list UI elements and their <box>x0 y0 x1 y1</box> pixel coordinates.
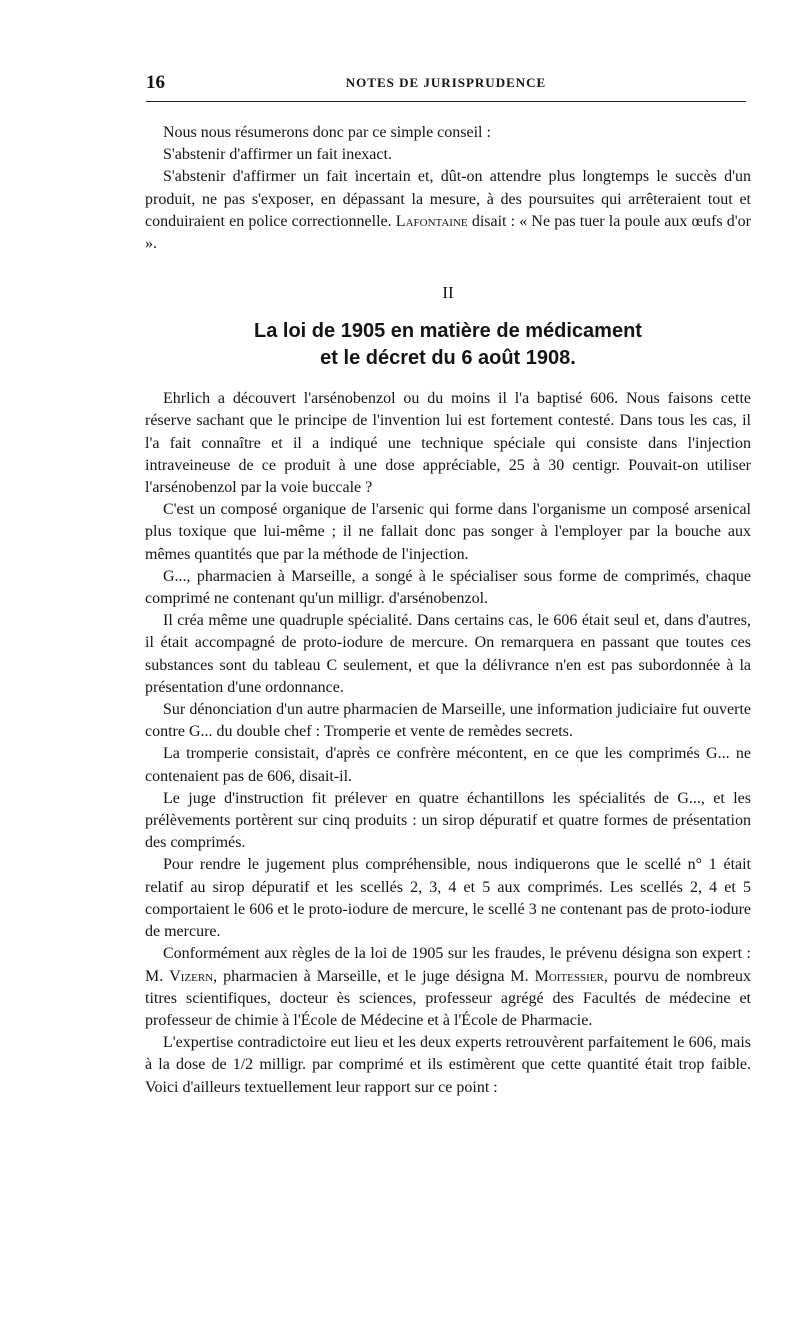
paragraph: L'expertise contradictoire eut lieu et les deux experts retrouvèrent parfaitement le 606, mais à la dose de 1/2 milligr. par comprimé et ils estimèrent que cette quantité était trop faible. Voici d'ailleurs textuellement leur rapport sur ce point : <box>145 1034 751 1096</box>
paragraph: Sur dénonciation d'un autre pharmacien de Marseille, une information judiciaire fut ouverte contre G... du double chef : Tromperie et vente de remèdes secrets. <box>145 701 751 741</box>
paragraph-text: , pourvu de nombreux titres scientifiques, docteur ès sciences, professeur agrégé des Facultés de médecine et professeur de chimie à l'École de Médecine et à l'École de Pharmacie. <box>145 967 751 1029</box>
expert-name: Moitessier <box>534 967 604 985</box>
paragraph: Pour rendre le jugement plus compréhensible, nous indiquerons que le scellé n° 1 était relatif au sirop dépuratif et les scellés 2, 3, 4 et 5 aux comprimés. Les scellés 2, 4 et 5 comportaient le 606 et le proto-iodure de mercure, le scellé 3 ne contenant pas de proto-iodure de mercure. <box>145 856 751 941</box>
paragraph-text: , pharmacien à Marseille, et le juge désigna M. <box>213 967 529 985</box>
running-title: NOTES DE JURISPRUDENCE <box>345 75 547 90</box>
paragraph: Ehrlich a découvert l'arsénobenzol ou du moins il l'a baptisé 606. Nous faisons cette réserve sachant que le principe de l'invention lui est fortement contesté. Dans tous les cas, il l'a fait connaître et il a indiqué une technique spéciale qui consiste dans l'injection intraveineuse de ce produit à une dose appréciable, 25 à 30 centigr. Pouvait-on utiliser l'arsénobenzol par la voie buccale ? <box>145 390 751 497</box>
header-rule <box>146 101 746 102</box>
paragraph <box>145 166 751 255</box>
expert-name: Vizern <box>169 967 214 985</box>
section-title-line: La loi de 1905 en matière de médicament <box>254 320 642 343</box>
author-name: Lafontaine <box>395 212 468 230</box>
section-title <box>145 318 751 372</box>
page-body <box>145 122 751 1099</box>
paragraph: S'abstenir d'affirmer un fait inexact. <box>163 146 392 164</box>
paragraph-text: S'abstenir d'affirmer un fait incertain et, dût-on attendre plus longtemps le succès d'un produit, ne pas s'exposer, en dépassant la mesure, à des poursuites qui arrêteraient tout et conduiraient en police correctionnelle. <box>145 168 751 230</box>
page-number: 16 <box>146 72 165 93</box>
paragraph: La tromperie consistait, d'après ce confrère mécontent, en ce que les comprimés G... ne contenaient pas de 606, disait-il. <box>145 745 751 785</box>
paragraph: G..., pharmacien à Marseille, a songé à le spécialiser sous forme de comprimés, chaque comprimé ne contenant qu'un milligr. d'arsénobenzol. <box>145 567 751 608</box>
section-title-line: et le décret du 6 août 1908. <box>320 347 576 370</box>
page-header <box>146 72 746 94</box>
quote-text: disait : « Ne pas tuer la poule aux œufs d'or ». <box>145 212 752 253</box>
paragraph: Le juge d'instruction fit prélever en quatre échantillons les spécialités de G..., et les prélèvements portèrent sur cinq produits : un sirop dépuratif et quatre formes de présentation des comprimés. <box>145 789 751 852</box>
paragraph-text: Conformément aux règles de la loi de 1905 sur les fraudes, le prévenu désigna son expert : M. <box>145 945 751 985</box>
paragraph: C'est un composé organique de l'arsenic qui forme dans l'organisme un composé arsenical plus toxique que lui-même ; il ne fallait donc pas songer à l'employer par la bouche aux mêmes quantités que par la méthode de l'injection. <box>145 501 751 563</box>
paragraph: Il créa même une quadruple spécialité. Dans certains cas, le 606 était seul et, dans d'autres, il était accompagné de proto-iodure de mercure. On remarquera en passant que toutes ces substances sont du tableau C seulement, et que la délivrance n'en est pas subordonnée à la présentation d'une ordonnance. <box>145 612 751 696</box>
section-numeral: II <box>442 283 454 303</box>
paragraph: Nous nous résumerons donc par ce simple conseil : <box>163 124 491 141</box>
paragraph <box>145 943 751 1032</box>
